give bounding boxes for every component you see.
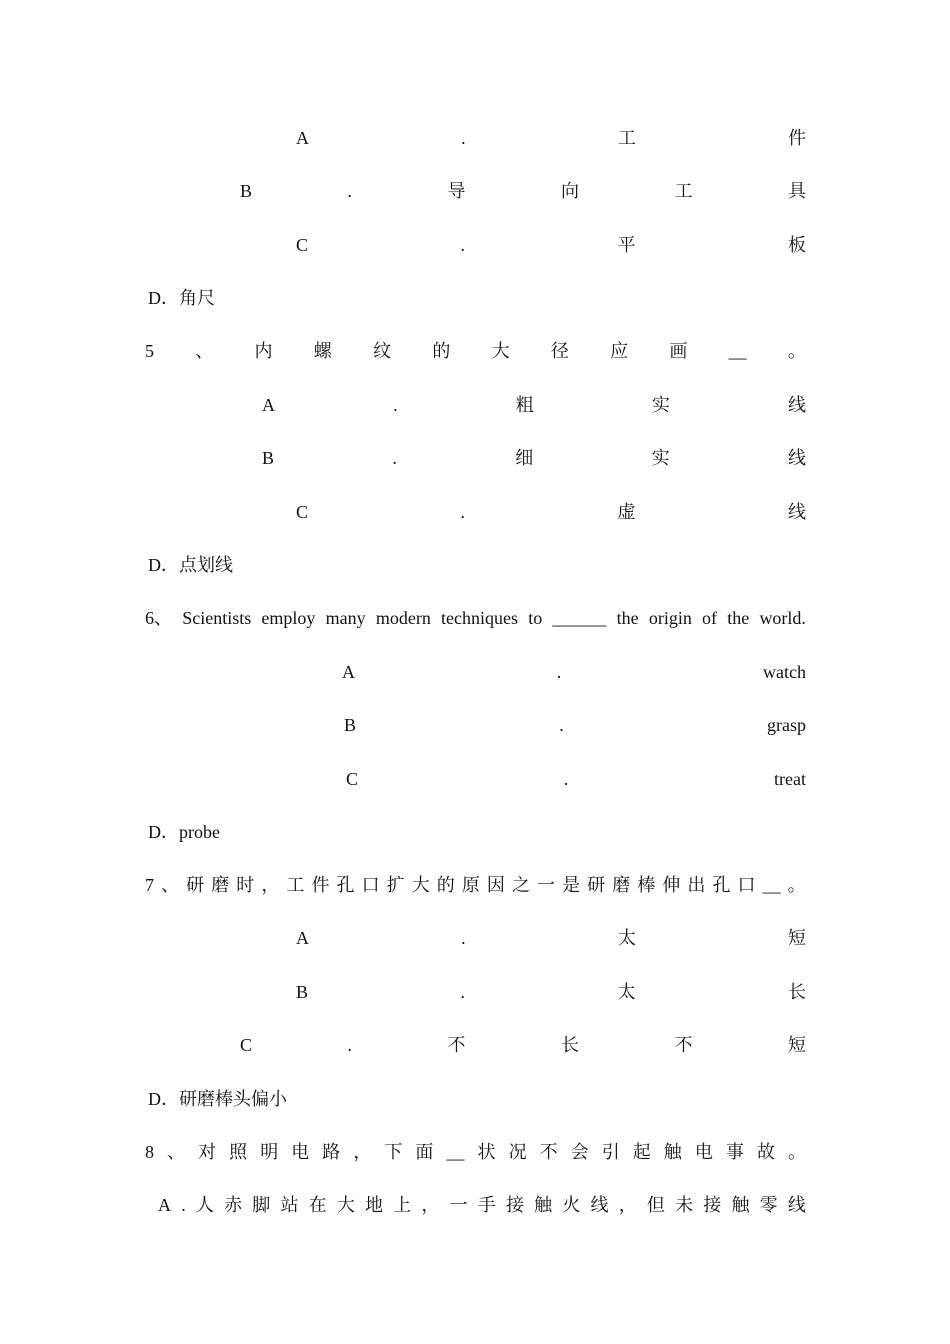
line-token: 照 <box>229 1142 248 1162</box>
line-token: C <box>296 502 309 522</box>
line-token: 扩 <box>386 875 405 895</box>
line-token: 。 <box>787 1142 806 1162</box>
line-token: 况 <box>508 1142 527 1162</box>
line-token: watch <box>763 662 806 682</box>
line-token: techniques <box>441 608 518 628</box>
line-token: 触 <box>731 1195 750 1215</box>
line-token: 脚 <box>252 1195 271 1215</box>
line-text: D．probe <box>148 822 220 842</box>
option-line <box>148 1085 809 1113</box>
line-token: 面 <box>415 1142 434 1162</box>
line-token: 7 <box>145 875 154 895</box>
line-token: 故 <box>756 1142 775 1162</box>
line-token: C <box>240 1035 253 1055</box>
line-token: 会 <box>570 1142 589 1162</box>
option-line <box>262 444 806 472</box>
line-token: 线 <box>788 395 806 415</box>
line-token: 不 <box>539 1142 558 1162</box>
line-token: C <box>346 769 359 789</box>
line-text: D．研磨棒头偏小 <box>148 1089 287 1109</box>
line-token: 一 <box>449 1195 468 1215</box>
line-text: D．点划线 <box>148 555 233 575</box>
line-token: 是 <box>562 875 581 895</box>
line-token: ， <box>353 1142 372 1162</box>
line-token: . <box>559 715 564 735</box>
option-line <box>148 284 809 312</box>
line-token: 工 <box>674 181 693 201</box>
line-token: 画 <box>669 341 688 361</box>
line-token: 件 <box>787 128 806 148</box>
line-token: 线 <box>787 448 806 468</box>
line-token: 触 <box>534 1195 553 1215</box>
line-token: treat <box>774 769 806 789</box>
line-token: 伸 <box>662 875 681 895</box>
line-token: 具 <box>787 181 806 201</box>
line-token: . <box>393 395 398 415</box>
line-token: 手 <box>477 1195 496 1215</box>
option-line <box>296 231 806 259</box>
line-token: 赤 <box>224 1195 243 1215</box>
option-line <box>344 711 806 739</box>
line-token: A <box>158 1195 171 1215</box>
line-token: . <box>460 982 465 1002</box>
line-token: 平 <box>617 235 636 255</box>
line-token: ， <box>261 875 280 895</box>
question-line <box>145 1138 806 1166</box>
line-token: 一 <box>537 875 555 895</box>
line-token: 纹 <box>373 341 392 361</box>
line-token: 短 <box>787 1035 806 1055</box>
line-token: 短 <box>787 928 806 948</box>
line-token: 棒 <box>637 875 656 895</box>
line-token: . <box>461 928 466 948</box>
question-line <box>145 871 806 899</box>
option-line <box>296 978 806 1006</box>
line-token: 的 <box>432 341 451 361</box>
line-token: 细 <box>515 448 534 468</box>
line-token: 孔 <box>336 875 355 895</box>
line-token: employ <box>261 608 316 628</box>
line-token: 长 <box>560 1035 579 1055</box>
line-token: 虚 <box>617 502 636 522</box>
line-token: B <box>344 715 357 735</box>
line-token: B <box>262 448 275 468</box>
option-line <box>148 551 809 579</box>
line-token: 时 <box>236 875 255 895</box>
line-token: A <box>296 928 309 948</box>
line-token: 人 <box>195 1195 214 1215</box>
line-token: 状 <box>477 1142 496 1162</box>
line-token: 研 <box>587 875 606 895</box>
line-token: . <box>460 502 465 522</box>
line-token: the <box>727 608 750 628</box>
line-token: 、 <box>195 341 214 361</box>
line-token: 上 <box>393 1195 412 1215</box>
line-token: 磨 <box>612 875 631 895</box>
line-token: 不 <box>674 1035 693 1055</box>
line-token: 但 <box>646 1195 665 1215</box>
line-text: D．角尺 <box>148 288 215 308</box>
option-line <box>240 1031 806 1059</box>
line-token: 电 <box>291 1142 310 1162</box>
line-token: 孔 <box>712 875 731 895</box>
line-token: 路 <box>322 1142 341 1162</box>
line-token: origin <box>648 608 692 628</box>
line-token: 研 <box>186 875 205 895</box>
line-token: B <box>296 982 309 1002</box>
line-token: A <box>296 128 309 148</box>
line-token: . <box>392 448 397 468</box>
line-token: 的 <box>436 875 455 895</box>
line-token: . <box>347 1035 352 1055</box>
line-token: 口 <box>737 875 756 895</box>
line-token: to <box>528 608 543 628</box>
line-token: 因 <box>486 875 505 895</box>
option-line <box>296 124 806 152</box>
line-token: 火 <box>562 1195 581 1215</box>
line-token: B <box>240 181 253 201</box>
line-token: A <box>342 662 355 682</box>
line-token: 工 <box>286 875 305 895</box>
line-token: 。 <box>787 875 806 895</box>
line-token: 、 <box>161 875 180 895</box>
line-token: A <box>262 395 275 415</box>
line-token: 不 <box>447 1035 466 1055</box>
line-token: many <box>325 608 366 628</box>
option-line <box>158 1191 806 1219</box>
line-token: 大 <box>411 875 430 895</box>
line-token: __ <box>762 875 781 895</box>
line-token: 大 <box>336 1195 355 1215</box>
question-line <box>145 604 806 632</box>
line-token: 内 <box>254 341 273 361</box>
line-token: . <box>347 181 352 201</box>
line-token: 6、 <box>145 608 172 628</box>
line-token: 实 <box>651 448 670 468</box>
option-line <box>342 658 806 686</box>
line-token: 零 <box>759 1195 778 1215</box>
line-token: 地 <box>365 1195 383 1215</box>
line-token: 向 <box>560 181 579 201</box>
line-token: 事 <box>725 1142 744 1162</box>
line-token: 应 <box>610 341 629 361</box>
line-token: __ <box>446 1142 465 1162</box>
line-token: 站 <box>280 1195 299 1215</box>
line-token: 。 <box>787 341 806 361</box>
line-token: ______ <box>552 608 607 628</box>
line-token: . <box>460 235 465 255</box>
line-token: Scientists <box>182 608 252 628</box>
line-token: 磨 <box>211 875 230 895</box>
line-token: 未 <box>675 1195 694 1215</box>
option-line <box>346 765 806 793</box>
line-token: 出 <box>687 875 706 895</box>
line-token: . <box>563 769 569 789</box>
line-token: ， <box>421 1195 440 1215</box>
line-token: grasp <box>766 715 806 735</box>
line-token: 接 <box>703 1195 722 1215</box>
line-token: 下 <box>384 1142 403 1162</box>
line-token: 导 <box>447 181 466 201</box>
line-token: 原 <box>461 875 480 895</box>
line-token: 螺 <box>313 341 332 361</box>
line-token: 起 <box>632 1142 651 1162</box>
line-token: . <box>181 1195 186 1215</box>
line-token: C <box>296 235 309 255</box>
line-token: 实 <box>651 395 670 415</box>
line-token: 明 <box>260 1142 279 1162</box>
line-token: ， <box>618 1195 637 1215</box>
line-token: 、 <box>167 1142 186 1162</box>
line-token: __ <box>728 341 747 361</box>
option-line <box>240 177 806 205</box>
line-token: 太 <box>617 982 636 1002</box>
option-line <box>296 498 806 526</box>
line-token: 在 <box>308 1195 327 1215</box>
line-token: 粗 <box>515 395 534 415</box>
line-token: of <box>702 608 718 628</box>
line-token: . <box>556 662 562 682</box>
line-token: 之 <box>511 875 530 895</box>
option-line <box>296 924 806 952</box>
option-line <box>148 818 809 846</box>
line-token: 线 <box>787 502 806 522</box>
line-token: 太 <box>617 928 636 948</box>
line-token: 对 <box>198 1142 217 1162</box>
line-token: 径 <box>550 341 569 361</box>
line-token: the <box>616 608 639 628</box>
option-line <box>262 391 806 419</box>
line-token: 工 <box>617 128 636 148</box>
line-token: 线 <box>590 1195 609 1215</box>
line-token: 件 <box>311 875 330 895</box>
line-token: 口 <box>361 875 380 895</box>
line-token: 触 <box>663 1142 682 1162</box>
line-token: 长 <box>787 982 806 1002</box>
line-token: 线 <box>787 1195 806 1215</box>
line-token: 引 <box>601 1142 620 1162</box>
line-token: 接 <box>505 1195 524 1215</box>
line-token: 5 <box>145 341 154 361</box>
question-line <box>145 337 806 365</box>
line-token: 大 <box>491 341 510 361</box>
line-token: world. <box>759 608 806 628</box>
line-token: 电 <box>694 1142 713 1162</box>
line-token: 板 <box>787 235 806 255</box>
line-token: . <box>461 128 466 148</box>
line-token: 8 <box>145 1142 154 1162</box>
line-token: modern <box>375 608 431 628</box>
